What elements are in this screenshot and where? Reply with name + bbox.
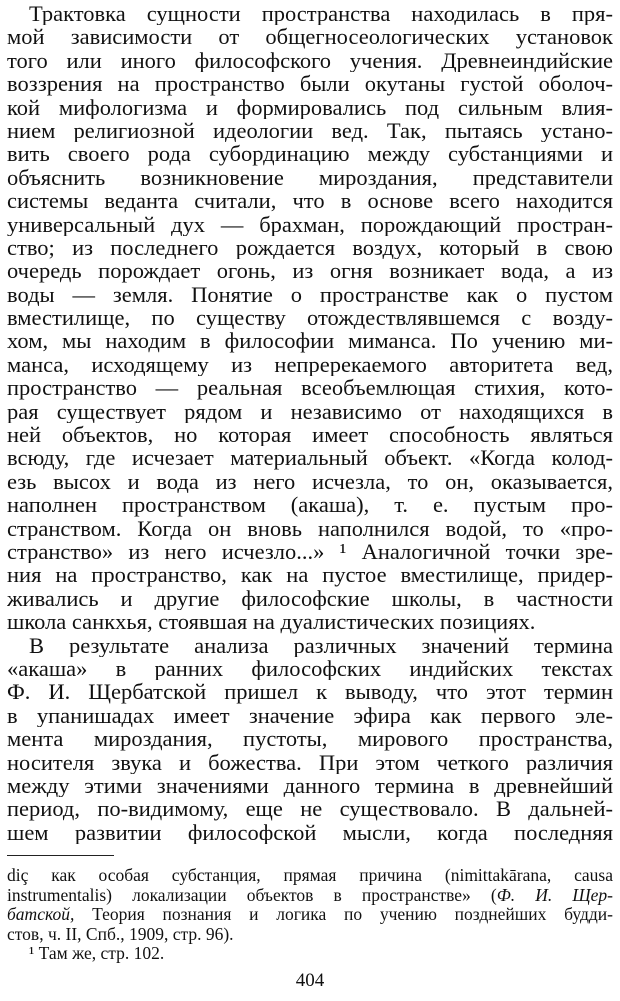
footnote-author: Ф. И. Щер-	[496, 885, 613, 905]
text-line: в упанишадах имеет значение эфира как первого эле-	[7, 703, 613, 728]
text-line: В результате анализа различных значений термина	[29, 633, 613, 657]
text-line: странством. Когда он вновь наполнился водой, то «про-	[7, 516, 613, 540]
text-line: пространство — реальная всеобъемлющая стихия, кото-	[7, 376, 613, 400]
footnote-text: instrumentalis) локализации объектов в пространстве» (	[7, 885, 497, 905]
text-line: странство» из него исчезло...» ¹ Аналогичной точки зре-	[7, 539, 613, 564]
footnote-author: батской,	[7, 905, 75, 924]
text-line: нием религиозной идеологии вед. Так, пытаясь устано-	[7, 118, 613, 143]
text-line: наполнен пространством (акаша), т. е. пустым про-	[7, 493, 613, 517]
text-line: вить своего рода субординацию между субстанциями и	[7, 142, 613, 166]
text-line: период, по-видимому, еще не существовало. В дальней-	[7, 797, 613, 821]
footnote-divider	[7, 855, 114, 856]
text-line: того или иного философского учения. Древнеиндийские	[7, 48, 613, 73]
text-line: всюду, где исчезает материальный объект. «Когда колод-	[7, 446, 613, 470]
text-line: шем развитии философской мысли, когда последняя	[7, 820, 613, 845]
text-line: манса, исходящему из непререкаемого авторитета вед,	[7, 352, 613, 377]
text-line: воды — земля. Понятие о пространстве как о пустом	[7, 282, 613, 307]
text-line: универсальный дух — брахман, порождающий простран-	[7, 212, 613, 236]
text-line: носителя звука и божества. При этом четкого различия	[7, 750, 613, 774]
text-line: мента мироздания, пустоты, мирового пространства,	[7, 727, 613, 751]
footnotes	[7, 866, 613, 964]
footnote-line: diç как особая субстанция, прямая причина (nimittakārana, causa	[7, 866, 613, 885]
text-line: мой зависимости от общегносеологических установок	[7, 25, 613, 49]
text-line: системы веданта считали, что в основе всего находится	[7, 189, 613, 213]
main-text	[7, 2, 613, 844]
footnote-line	[7, 886, 613, 906]
text-line: между этими значениями данного термина в древнейший	[7, 773, 613, 798]
text-line: кой мифологизма и формировались под сильным влия-	[7, 95, 613, 119]
text-line: «акаша» в ранних философских индийских текстах	[7, 656, 613, 681]
footnote-line	[7, 905, 613, 925]
text-line: вместилище, по существу отождествлявшемся с возду-	[7, 306, 613, 330]
text-line: объяснить возникновение мироздания, представители	[7, 165, 613, 190]
text-line: ство; из последнего рождается воздух, который в свою	[7, 235, 613, 260]
text-line: Трактовка сущности пространства находилась в пря-	[29, 2, 613, 26]
text-line: воззрения на пространство были окутаны густой оболоч-	[7, 72, 613, 96]
text-line: очередь порождает огонь, из огня возникает вода, а из	[7, 259, 613, 283]
page-number: 404	[295, 970, 325, 991]
text-line: ней объектов, но которая имеет способность являться	[7, 423, 613, 447]
text-line: школа санкхья, стоявшая на дуалистических позициях.	[7, 610, 536, 634]
footnote-text: Теория познания и логика по учению позднейших будди-	[74, 905, 613, 924]
text-line: живались и другие философские школы, в частности	[7, 586, 613, 611]
text-line: Ф. И. Щербатской пришел к выводу, что этот термин	[7, 680, 613, 704]
footnote-line: стов, ч. II, Спб., 1909, стр. 96).	[7, 924, 234, 944]
footnote-line: ¹ Там же, стр. 102.	[29, 944, 165, 963]
text-line: хом, мы находим в философии миманса. По учению ми-	[7, 329, 613, 353]
text-line: езь высох и вода из него исчезла, то он, оказывается,	[7, 469, 613, 494]
text-line: рая существует рядом и независимо от находящихся в	[7, 399, 613, 424]
text-line: ния на пространство, как на пустое вместилище, придер-	[7, 563, 613, 587]
